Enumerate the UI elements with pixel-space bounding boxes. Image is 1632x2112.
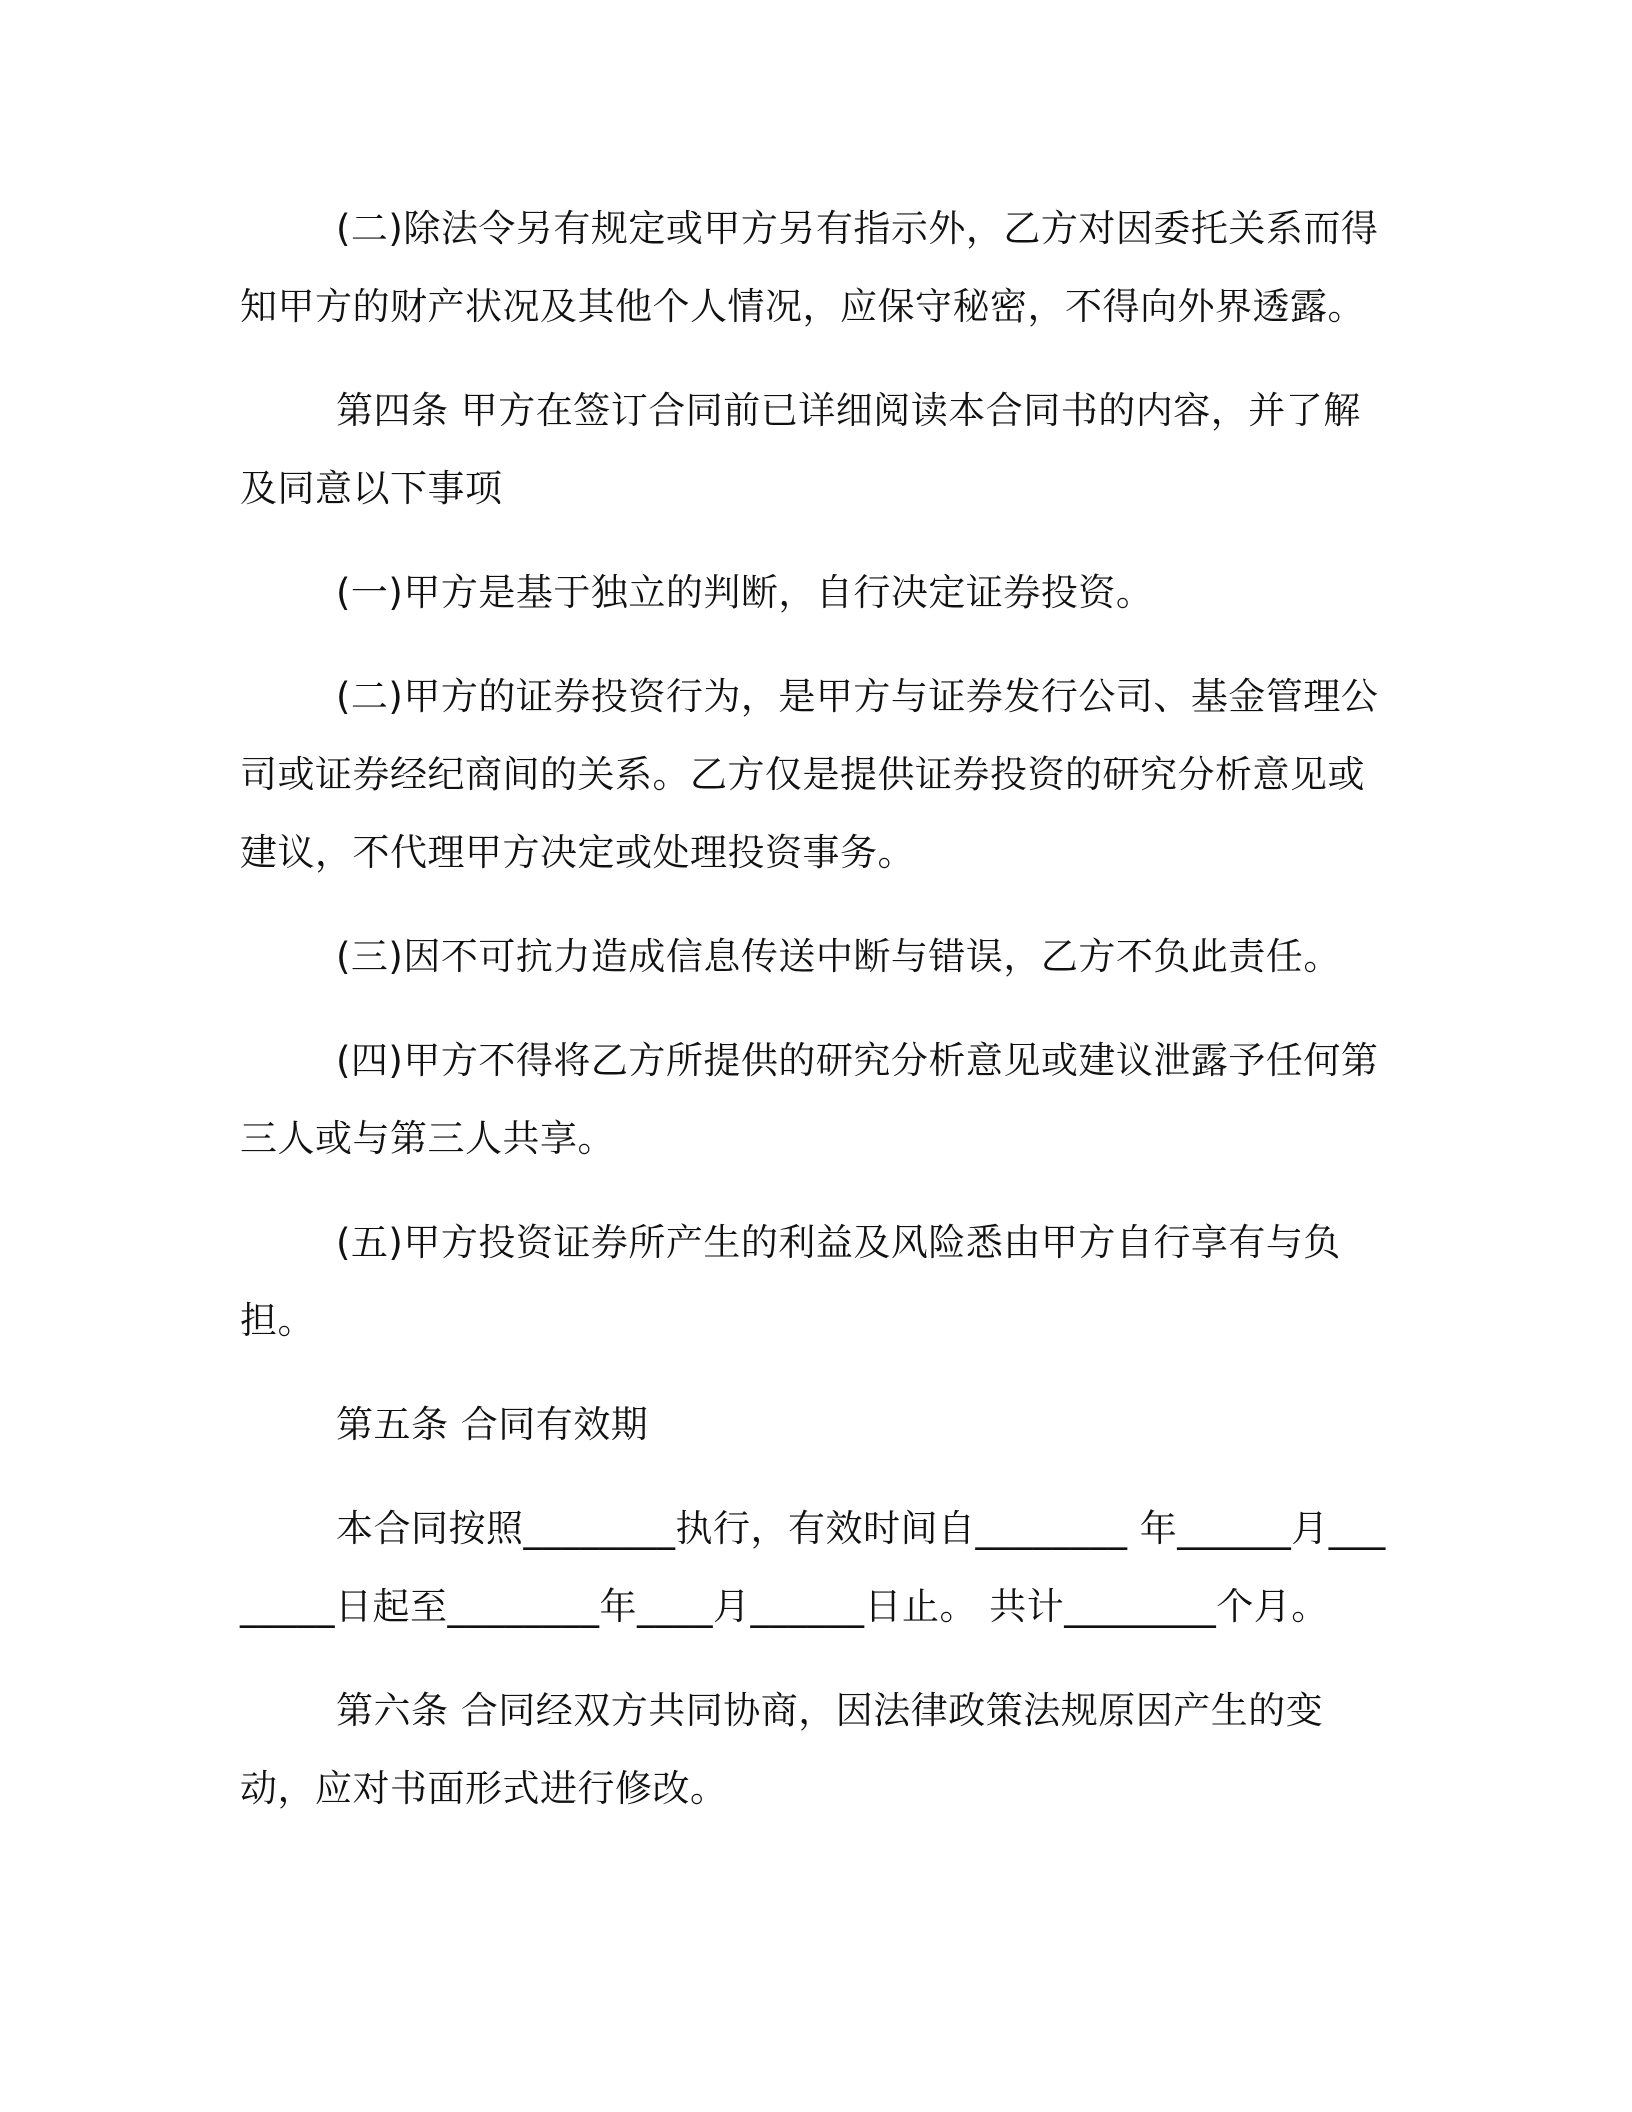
paragraph-article-4-item-3: (三)因不可抗力造成信息传送中断与错误，乙方不负此责任。 (336, 935, 1341, 978)
paragraph-article-4-item-4: (四)甲方不得将乙方所提供的研究分析意见或建议泄露予任何第三人或与第三人共享。 (240, 1039, 1379, 1160)
paragraph-article-5-title: 第五条 合同有效期 (336, 1403, 649, 1446)
document-body (240, 190, 1390, 1854)
paragraph-article-4: 第四条 甲方在签订合同前已详细阅读本合同书的内容，并了解及同意以下事项 (240, 389, 1361, 510)
paragraph-article-4-item-5: (五)甲方投资证券所产生的利益及风险悉由甲方自行享有与负担。 (240, 1221, 1341, 1342)
paragraph-article-4-item-2: (二)甲方的证券投资行为，是甲方与证券发行公司、基金管理公司或证券经纪商间的关系。乙方仅是提供证券投资的研究分析意见或建议，不代理甲方决定或处理投资事务。 (240, 675, 1379, 874)
paragraph-article-4-item-1: (一)甲方是基于独立的判断，自行决定证券投资。 (336, 571, 1154, 614)
paragraph-article-6: 第六条 合同经双方共同协商，因法律政策法规原因产生的变动，应对书面形式进行修改。 (240, 1689, 1324, 1810)
paragraph-contract-term: 本合同按照________执行，有效时间自________ 年______月________日起至________年____月______日止。 共计________个月。 (240, 1507, 1386, 1628)
paragraph-confidentiality: (二)除法令另有规定或甲方另有指示外，乙方对因委托关系而得知甲方的财产状况及其他个人情况，应保守秘密，不得向外界透露。 (240, 207, 1379, 328)
